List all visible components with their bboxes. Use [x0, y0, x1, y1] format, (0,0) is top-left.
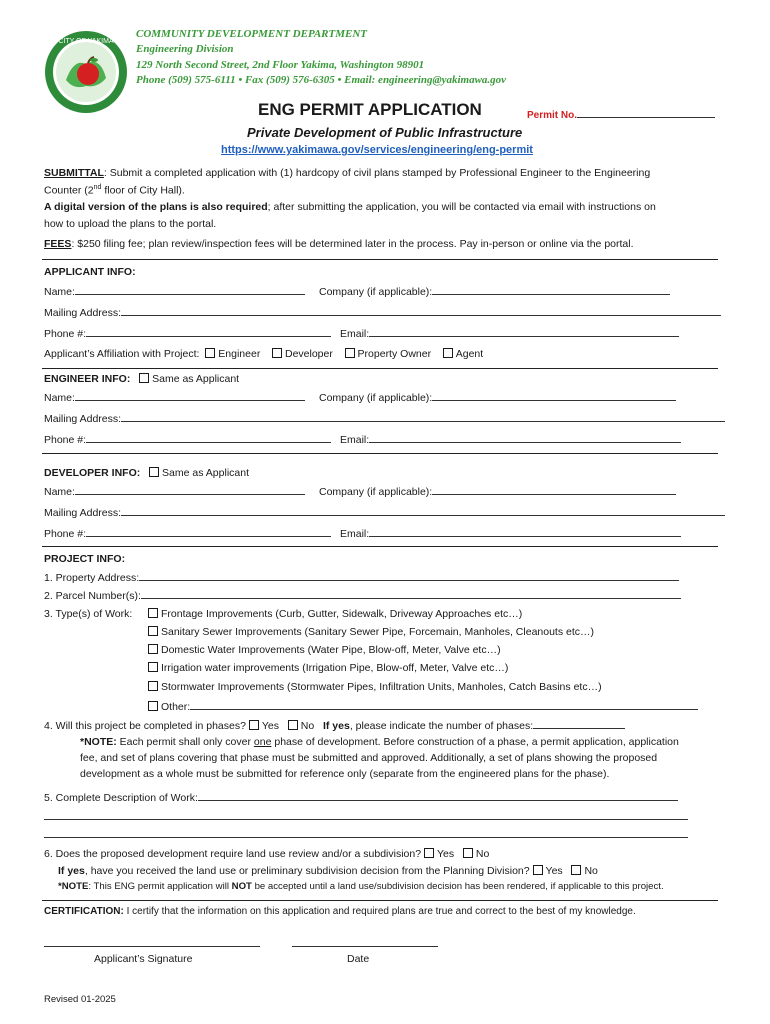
developer-same-checkbox[interactable] [149, 467, 159, 477]
engineer-name-row[interactable]: Name: [44, 390, 305, 404]
engineer-heading-row: ENGINEER INFO: Same as Applicant [44, 373, 240, 385]
address: 129 North Second Street, 2nd Floor Yakima, Washington 98901 [136, 59, 425, 71]
type-of-work-label: 3. Type(s) of Work: [44, 608, 133, 620]
property-address-row[interactable]: 1. Property Address: [44, 570, 679, 584]
work-stormwater[interactable]: Stormwater Improvements (Stormwater Pipes, Infiltration Units, Manholes, Catch Basins etc…) [148, 681, 602, 693]
note-line1: *NOTE: Each permit shall only cover one phase of development. Before construction of a phase, a permit application, application [80, 736, 679, 748]
developer-email-row[interactable]: Email: [340, 526, 681, 540]
note-line3: development as a whole must be submitted for reference only (separate from the engineered plans for the phase). [80, 768, 610, 780]
permit-url-link[interactable]: https://www.yakimawa.gov/services/engineering/eng-permit [221, 144, 533, 156]
phases-yes-checkbox[interactable] [249, 720, 259, 730]
digital-line1: A digital version of the plans is also required; after submitting the application, you will be contacted via email with instructions on [44, 201, 656, 213]
irrigation-checkbox[interactable] [148, 662, 158, 672]
engineer-mailing-row[interactable]: Mailing Address: [44, 411, 725, 425]
description-row[interactable]: 5. Complete Description of Work: [44, 790, 678, 804]
land-use-decision-question: If yes, have you received the land use or preliminary subdivision decision from the Planning Division? Yes No [58, 865, 598, 877]
engineer-company-row[interactable]: Company (if applicable): [319, 390, 676, 404]
date-label: Date [347, 953, 370, 965]
permit-no-label: Permit No. [527, 110, 578, 121]
decision-no-checkbox[interactable] [571, 865, 581, 875]
developer-heading-row: DEVELOPER INFO: Same as Applicant [44, 467, 249, 479]
applicant-company-row[interactable]: Company (if applicable): [319, 284, 670, 298]
work-irrigation[interactable]: Irrigation water improvements (Irrigation Pipe, Blow-off, Meter, Valve etc…) [148, 662, 508, 674]
applicant-heading: APPLICANT INFO: [44, 266, 136, 278]
division-name: Engineering Division [136, 43, 234, 55]
applicant-email-row[interactable]: Email: [340, 326, 679, 340]
parcel-number-row[interactable]: 2. Parcel Number(s): [44, 588, 681, 602]
digital-line2: how to upload the plans to the portal. [44, 218, 217, 230]
other-checkbox[interactable] [148, 701, 158, 711]
submittal-line2: Counter (2nd floor of City Hall). [44, 184, 185, 197]
phases-count-field[interactable] [533, 718, 625, 729]
date-line[interactable] [292, 946, 438, 947]
seal-text: CITY OF YAKIMA [58, 38, 114, 45]
divider [42, 259, 718, 260]
divider [42, 900, 718, 901]
land-use-yes-checkbox[interactable] [424, 848, 434, 858]
description-line[interactable] [44, 819, 688, 820]
agent-checkbox[interactable] [443, 348, 453, 358]
frontage-checkbox[interactable] [148, 608, 158, 618]
project-heading: PROJECT INFO: [44, 553, 126, 565]
fees-line: FEES: $250 filing fee; plan review/inspection fees will be determined later in the process. Pay in-person or online via the portal. [44, 238, 634, 250]
decision-yes-checkbox[interactable] [533, 865, 543, 875]
revised-date: Revised 01-2025 [44, 994, 116, 1005]
subtitle: Private Development of Public Infrastructure [247, 125, 523, 140]
developer-name-row[interactable]: Name: [44, 484, 305, 498]
developer-phone-row[interactable]: Phone #: [44, 526, 331, 540]
engineer-email-row[interactable]: Email: [340, 432, 681, 446]
permit-no-field[interactable] [577, 107, 715, 118]
work-other[interactable]: Other: [148, 699, 698, 713]
permit-no[interactable] [527, 107, 715, 121]
engineer-checkbox[interactable] [205, 348, 215, 358]
certification-text: CERTIFICATION: I certify that the information on this application and required plans are true and correct to the best of my knowledge. [44, 906, 636, 917]
sewer-checkbox[interactable] [148, 626, 158, 636]
dept-name: COMMUNITY DEVELOPMENT DEPARTMENT [136, 28, 368, 40]
divider [42, 546, 718, 547]
page-title: ENG PERMIT APPLICATION [258, 100, 482, 119]
work-frontage[interactable]: Frontage Improvements (Curb, Gutter, Sidewalk, Driveway Approaches etc…) [148, 608, 522, 620]
water-checkbox[interactable] [148, 644, 158, 654]
divider [42, 453, 718, 454]
affiliation-row: Applicant’s Affiliation with Project: Engineer Developer Property Owner Agent [44, 348, 484, 360]
land-use-no-checkbox[interactable] [463, 848, 473, 858]
applicant-mailing-row[interactable]: Mailing Address: [44, 305, 721, 319]
engineer-phone-row[interactable]: Phone #: [44, 432, 331, 446]
applicant-phone-row[interactable]: Phone #: [44, 326, 331, 340]
work-sewer[interactable]: Sanitary Sewer Improvements (Sanitary Sewer Pipe, Forcemain, Manholes, Cleanouts etc…) [148, 626, 594, 638]
submittal-line1: SUBMITTAL: Submit a completed application with (1) hardcopy of civil plans stamped by Professional Engineer to the Engineering [44, 167, 651, 179]
contact-info: Phone (509) 575-6111 • Fax (509) 576-6305 • Email: engineering@yakimawa.gov [136, 74, 507, 86]
applicant-name-row[interactable]: Name: [44, 284, 305, 298]
developer-company-row[interactable]: Company (if applicable): [319, 484, 676, 498]
signature-label: Applicant’s Signature [94, 953, 193, 965]
land-use-question: 6. Does the proposed development require land use review and/or a subdivision? Yes No [44, 848, 490, 860]
note-line2: fee, and set of plans covering that phase must be submitted and approved. Additionally, a set of plans showing the proposed [80, 752, 658, 764]
property-owner-checkbox[interactable] [345, 348, 355, 358]
phases-no-checkbox[interactable] [288, 720, 298, 730]
developer-checkbox[interactable] [272, 348, 282, 358]
phases-question: 4. Will this project be completed in phases? Yes No If yes, please indicate the number of phases: [44, 718, 625, 732]
work-water[interactable]: Domestic Water Improvements (Water Pipe, Blow-off, Meter, Valve etc…) [148, 644, 501, 656]
description-line[interactable] [44, 837, 688, 838]
land-use-note: *NOTE: This ENG permit application will NOT be accepted until a land use/subdivision decision has been rendered, if applicable to this project. [58, 881, 664, 892]
signature-line[interactable] [44, 946, 260, 947]
stormwater-checkbox[interactable] [148, 681, 158, 691]
divider [42, 368, 718, 369]
city-seal-logo [44, 30, 128, 114]
engineer-same-checkbox[interactable] [139, 373, 149, 383]
developer-mailing-row[interactable]: Mailing Address: [44, 505, 725, 519]
